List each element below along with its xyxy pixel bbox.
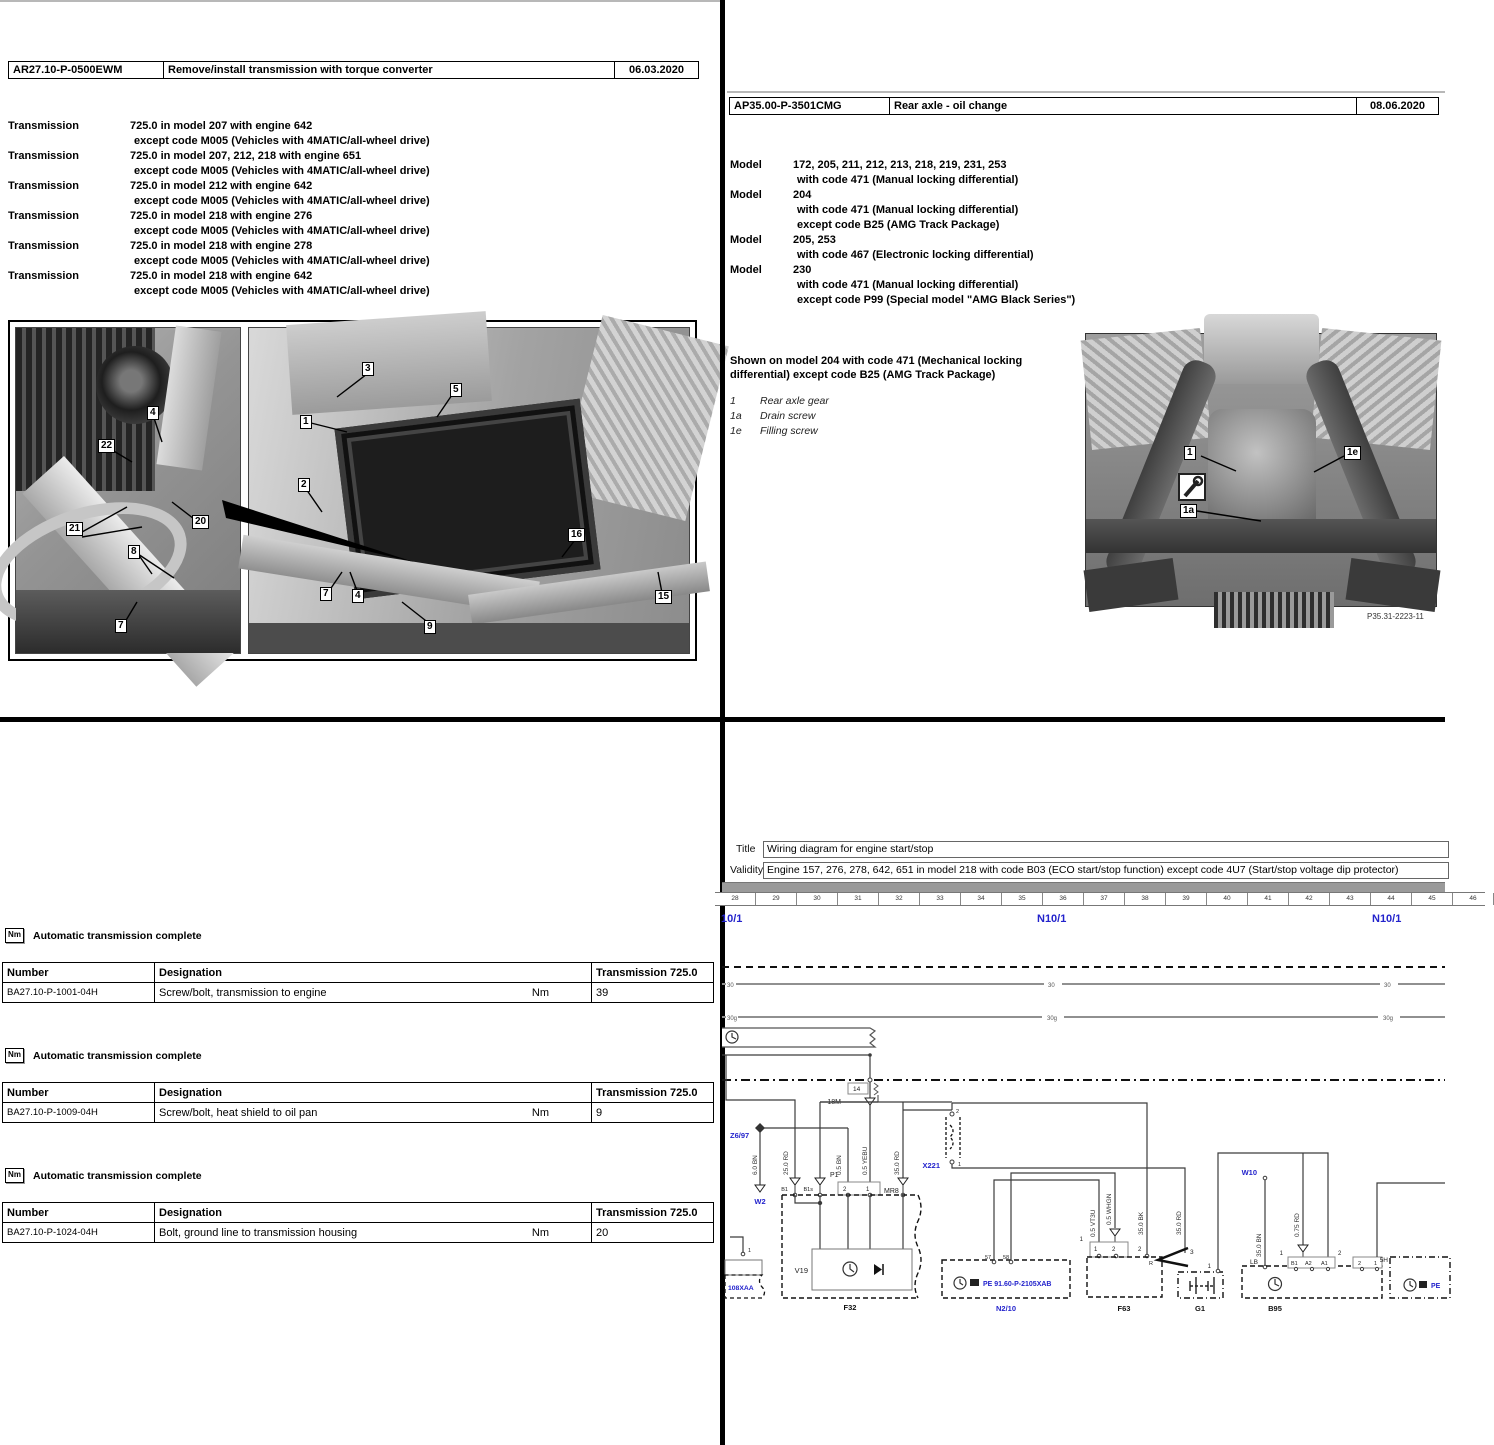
svg-text:0.75 RD: 0.75 RD bbox=[1294, 1213, 1301, 1237]
svg-text:2: 2 bbox=[843, 1187, 847, 1193]
doc2-header bbox=[729, 97, 1439, 115]
svg-text:18M: 18M bbox=[827, 1099, 841, 1106]
torque-table: Number Designation Transmission 725.0 BA27.10-P-1024-04H Bolt, ground line to transmission housing Nm 20 bbox=[2, 1202, 714, 1243]
svg-text:2: 2 bbox=[1358, 1261, 1362, 1267]
svg-text:30g: 30g bbox=[1383, 1016, 1394, 1022]
label-f63: F63 bbox=[1117, 1304, 1131, 1313]
svg-text:0.5 WHGN: 0.5 WHGN bbox=[1106, 1193, 1113, 1225]
clock-icon bbox=[954, 1277, 966, 1289]
callout: 4 bbox=[352, 589, 364, 603]
torque-section-heading: Nm Automatic transmission complete bbox=[5, 1168, 202, 1183]
svg-text:57: 57 bbox=[985, 1255, 992, 1261]
ground-arrow-icon bbox=[1110, 1229, 1120, 1236]
wiring-diagram bbox=[722, 885, 1445, 1445]
connector-box bbox=[725, 1260, 762, 1275]
table-row: BA27.10-P-1009-04H Screw/bolt, heat shield to oil pan Nm 9 bbox=[3, 1103, 714, 1123]
splice-node bbox=[755, 1123, 765, 1133]
svg-text:LB: LB bbox=[1250, 1259, 1258, 1266]
ground-arrow-icon bbox=[755, 1185, 765, 1192]
svg-text:P1: P1 bbox=[830, 1172, 839, 1179]
nm-icon: Nm bbox=[5, 928, 24, 943]
doc1-code: AR27.10-P-0500EWM bbox=[13, 64, 123, 76]
list-item: Transmission 725.0 in model 218 with engine 278 except code M005 (Vehicles with 4MATIC/all-wheel drive) bbox=[8, 240, 430, 267]
doc2-legend bbox=[730, 394, 829, 439]
component-g1-box bbox=[1178, 1272, 1223, 1298]
legend-item: 1a Drain screw bbox=[730, 410, 816, 422]
stamp-icon bbox=[1419, 1281, 1427, 1288]
svg-text:1: 1 bbox=[866, 1187, 870, 1193]
svg-text:3: 3 bbox=[1190, 1249, 1194, 1256]
callout: 1 bbox=[300, 415, 312, 429]
label-n210: N2/10 bbox=[995, 1304, 1017, 1313]
svg-text:B1s: B1s bbox=[803, 1187, 813, 1193]
component-v19 bbox=[812, 1249, 912, 1290]
label-w2: W2 bbox=[754, 1197, 766, 1206]
page-rule bbox=[727, 91, 1445, 93]
figure-annotations bbox=[10, 322, 695, 659]
table-row: BA27.10-P-1024-04H Bolt, ground line to transmission housing Nm 20 bbox=[3, 1223, 714, 1243]
label-pe2-link[interactable]: PE bbox=[1431, 1283, 1441, 1290]
svg-text:1: 1 bbox=[958, 1162, 962, 1168]
component-n210-box bbox=[942, 1260, 1070, 1298]
doc1-date: 06.03.2020 bbox=[614, 62, 698, 78]
pointer-wedge bbox=[222, 500, 414, 562]
label-pe-link[interactable]: PE 91.60-P-2105XAB bbox=[983, 1281, 1052, 1288]
svg-text:30g: 30g bbox=[1047, 1016, 1058, 1022]
doc1-figure bbox=[8, 320, 697, 661]
legend-item: 1e Filling screw bbox=[730, 425, 818, 437]
label-z697: Z6/97 bbox=[730, 1131, 750, 1140]
torque-table: Number Designation Transmission 725.0 BA27.10-P-1001-04H Screw/bolt, transmission to engine Nm 39 bbox=[2, 962, 714, 1003]
svg-text:V19: V19 bbox=[794, 1266, 808, 1275]
list-item: Model 230 with code 471 (Manual locking differential) except code P99 (Special model "AMG Black Series") bbox=[730, 264, 1076, 306]
svg-text:A1: A1 bbox=[1321, 1261, 1328, 1267]
label-b95: B95 bbox=[1268, 1304, 1282, 1313]
svg-text:30: 30 bbox=[1384, 983, 1391, 989]
torque-table: Number Designation Transmission 725.0 BA27.10-P-1009-04H Screw/bolt, heat shield to oil pan Nm 9 bbox=[2, 1082, 714, 1123]
svg-text:6.0 BN: 6.0 BN bbox=[752, 1155, 759, 1175]
battery-icon bbox=[1190, 1277, 1214, 1294]
figure-caption: P35.31-2223-11 bbox=[1367, 612, 1424, 621]
module-label-n10-1: 10/1 bbox=[721, 913, 743, 925]
svg-text:R: R bbox=[1149, 1261, 1153, 1267]
callout: 2 bbox=[298, 478, 310, 492]
list-item: Transmission 725.0 in model 218 with engine 642 except code M005 (Vehicles with 4MATIC/all-wheel drive) bbox=[8, 270, 430, 297]
resistor-icon bbox=[874, 1083, 878, 1095]
callout: 9 bbox=[424, 620, 436, 634]
rear-axle-annotations bbox=[1086, 334, 1436, 606]
callout: 7 bbox=[320, 587, 332, 601]
svg-text:5H: 5H bbox=[1379, 1257, 1388, 1264]
doc2-title: Rear axle - oil change bbox=[889, 98, 1356, 114]
svg-text:1: 1 bbox=[1374, 1261, 1378, 1267]
svg-text:0.5 BN: 0.5 BN bbox=[836, 1155, 843, 1175]
label-w10: W10 bbox=[1241, 1168, 1257, 1177]
torque-section-heading: Nm Automatic transmission complete bbox=[5, 928, 202, 943]
callout: 5 bbox=[450, 383, 462, 397]
svg-text:35.0 RD: 35.0 RD bbox=[894, 1151, 901, 1175]
title-input[interactable]: Wiring diagram for engine start/stop bbox=[763, 841, 1449, 858]
list-item: Transmission 725.0 in model 207, 212, 218 with engine 651 except code M005 (Vehicles with 4MATIC/all-wheel drive) bbox=[8, 150, 430, 177]
label-108xaa: 108XAA bbox=[728, 1285, 754, 1292]
validity-label: Validity bbox=[730, 864, 764, 876]
list-item: Transmission 725.0 in model 212 with engine 642 except code M005 (Vehicles with 4MATIC/all-wheel drive) bbox=[8, 180, 430, 207]
svg-text:2: 2 bbox=[1138, 1247, 1142, 1253]
table-row: BA27.10-P-1001-04H Screw/bolt, transmission to engine Nm 39 bbox=[3, 983, 714, 1003]
module-label-n10-1: N10/1 bbox=[1037, 913, 1067, 925]
doc2-shown-note: Shown on model 204 with code 471 (Mechanical locking differential) except code B25 (AMG Track Package) bbox=[730, 355, 1023, 381]
ground-arrow-icon bbox=[1298, 1245, 1308, 1252]
callout: 8 bbox=[128, 545, 140, 559]
doc1-header bbox=[8, 61, 699, 79]
connector-x221 bbox=[946, 1117, 960, 1158]
svg-text:MR8: MR8 bbox=[884, 1188, 899, 1195]
ground-arrow-icon bbox=[790, 1178, 800, 1185]
callout: 22 bbox=[98, 439, 115, 453]
grid-ruler: 28 29 30 31 32 33 34 35 36 37 38 39 40 41 42 43 44 45 46 bbox=[715, 892, 1485, 906]
label-x221: X221 bbox=[922, 1161, 940, 1170]
quadrant-divider-horizontal bbox=[0, 717, 1445, 722]
svg-text:A2: A2 bbox=[1305, 1261, 1312, 1267]
clock-icon bbox=[1269, 1278, 1282, 1291]
ground-arrow-icon bbox=[898, 1178, 908, 1185]
callout: 15 bbox=[655, 590, 672, 604]
callout: 1 bbox=[1184, 446, 1196, 460]
validity-input[interactable]: Engine 157, 276, 278, 642, 651 in model 218 with code B03 (ECO start/stop function) except code 4U7 (Start/stop voltage dip protector) bbox=[763, 862, 1449, 879]
list-item: Transmission 725.0 in model 207 with engine 642 except code M005 (Vehicles with 4MATIC/all-wheel drive) bbox=[8, 120, 430, 147]
svg-text:B1: B1 bbox=[781, 1187, 788, 1193]
svg-text:14: 14 bbox=[853, 1086, 861, 1093]
legend-item: 1 Rear axle gear bbox=[730, 395, 829, 407]
callout: 3 bbox=[362, 362, 374, 376]
callout: 21 bbox=[66, 522, 83, 536]
callout: 20 bbox=[192, 515, 209, 529]
label-g1: G1 bbox=[1194, 1304, 1206, 1313]
list-item: Model 204 with code 471 (Manual locking differential) except code B25 (AMG Track Package) bbox=[730, 189, 1019, 231]
stamp-icon bbox=[970, 1279, 979, 1286]
svg-text:30g: 30g bbox=[727, 1016, 738, 1022]
doc2-code: AP35.00-P-3501CMG bbox=[734, 100, 842, 112]
doc2-date: 08.06.2020 bbox=[1356, 98, 1438, 114]
svg-text:2: 2 bbox=[1112, 1247, 1116, 1253]
doc1-title: Remove/install transmission with torque converter bbox=[163, 62, 614, 78]
ground-arrow-icon bbox=[815, 1178, 825, 1185]
rear-axle-photo bbox=[1085, 333, 1437, 607]
svg-text:30: 30 bbox=[1048, 983, 1055, 989]
svg-text:1: 1 bbox=[1094, 1247, 1098, 1253]
callout: 1a bbox=[1180, 504, 1197, 518]
svg-text:58: 58 bbox=[1003, 1255, 1010, 1261]
list-item: Model 172, 205, 211, 212, 213, 218, 219, 231, 253 with code 471 (Manual locking differential) bbox=[730, 159, 1019, 186]
svg-text:0.5 YEBU: 0.5 YEBU bbox=[862, 1146, 869, 1175]
svg-text:35.0 RD: 35.0 RD bbox=[1176, 1211, 1183, 1235]
torque-section-heading: Nm Automatic transmission complete bbox=[5, 1048, 202, 1063]
callout: 1e bbox=[1344, 446, 1361, 460]
nm-icon: Nm bbox=[5, 1048, 24, 1063]
svg-text:1: 1 bbox=[748, 1248, 752, 1254]
leader-lines bbox=[82, 374, 663, 627]
svg-text:1: 1 bbox=[1279, 1251, 1283, 1257]
svg-text:B1: B1 bbox=[1291, 1261, 1298, 1267]
callout: 16 bbox=[568, 528, 585, 542]
list-item: Transmission 725.0 in model 218 with engine 276 except code M005 (Vehicles with 4MATIC/all-wheel drive) bbox=[8, 210, 430, 237]
svg-text:2: 2 bbox=[1338, 1251, 1342, 1257]
clock-icon bbox=[1404, 1279, 1416, 1291]
title-label: Title bbox=[736, 843, 756, 855]
svg-text:25.0 RD: 25.0 RD bbox=[783, 1151, 790, 1175]
svg-text:35.0 BK: 35.0 BK bbox=[1138, 1211, 1145, 1235]
nm-icon: Nm bbox=[5, 1168, 24, 1183]
page-rule bbox=[0, 0, 722, 2]
svg-text:1: 1 bbox=[1207, 1264, 1211, 1270]
label-f32: F32 bbox=[843, 1303, 857, 1312]
doc2-model-list bbox=[730, 158, 1430, 308]
callout: 7 bbox=[115, 619, 127, 633]
timer-module-box bbox=[722, 1028, 875, 1047]
callout: 4 bbox=[147, 406, 159, 420]
svg-text:0.5 VT3U: 0.5 VT3U bbox=[1090, 1209, 1097, 1237]
svg-text:2: 2 bbox=[956, 1109, 960, 1115]
svg-text:35.0 BN: 35.0 BN bbox=[1256, 1233, 1263, 1257]
doc1-transmission-list bbox=[8, 119, 708, 299]
list-item: Model 205, 253 with code 467 (Electronic locking differential) bbox=[730, 234, 1034, 261]
component-5h-box bbox=[1390, 1257, 1450, 1298]
module-label-n10-1: N10/1 bbox=[1372, 913, 1402, 925]
svg-text:1: 1 bbox=[1079, 1237, 1083, 1243]
svg-text:30: 30 bbox=[727, 983, 734, 989]
